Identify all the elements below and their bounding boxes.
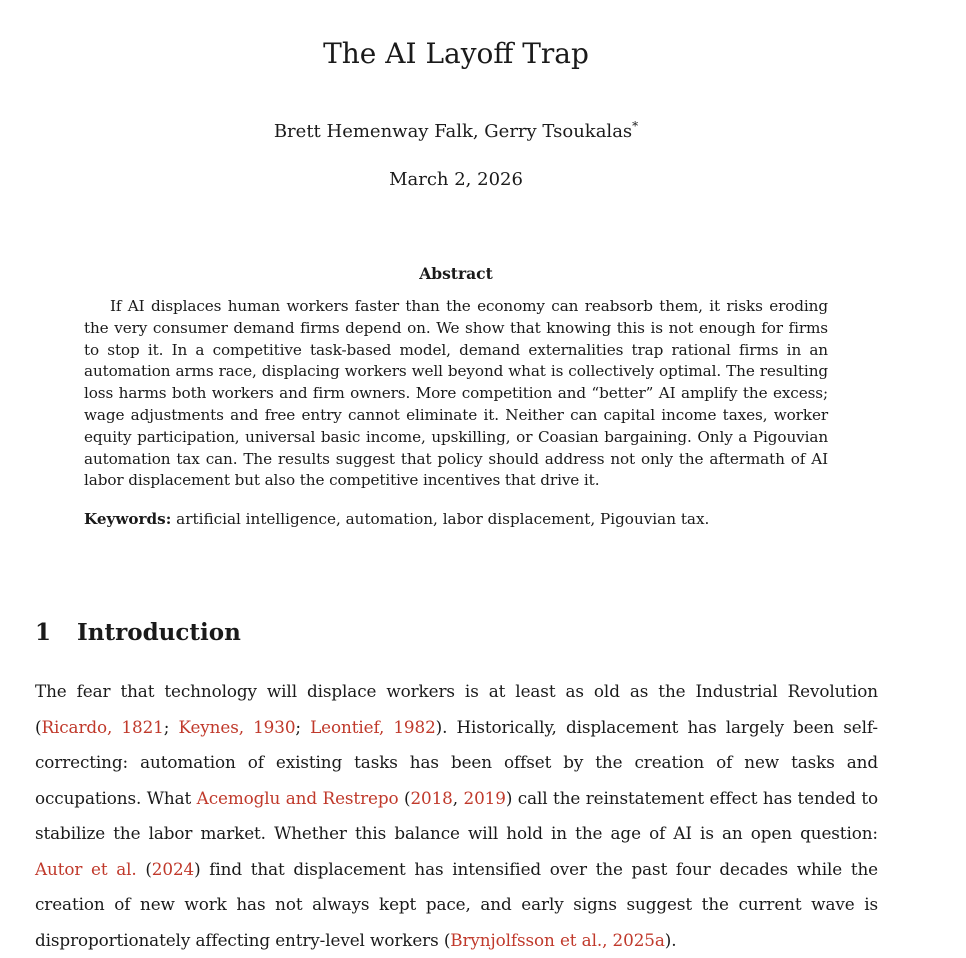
intro-text: ). [664, 929, 677, 950]
keywords-line [84, 508, 828, 530]
intro-text: ) call the reinstatement effect has tended to stabilize the labor market. Whether this balance will hold in the age of AI is an open question: [35, 787, 878, 843]
section-heading [35, 618, 835, 648]
abstract-body: If AI displaces human workers faster than the economy can reabsorb them, it risks eroding the very consumer demand firms depend on. We show that knowing this is not enough for firms to stop it. In a competitive task-based model, demand externalities trap rational firms in an automation arms race, displacing workers well beyond what is collectively optimal. The resulting loss harms both workers and firm owners. More competition and “better” AI amplify the excess; wage adjustments and free entry cannot eliminate it. Neither can capital income taxes, worker equity participation, universal basic income, upskilling, or Coasian bargaining. Only a Pigouvian automation tax can. The results suggest that policy should address not only the aftermath of AI labor displacement but also the competitive incentives that drive it. [84, 297, 828, 490]
keywords-label: Keywords: [84, 510, 172, 528]
citation-link[interactable]: 2024 [151, 858, 195, 879]
paper-authors [0, 114, 912, 144]
citation-link[interactable]: Keynes, 1930 [178, 716, 296, 737]
intro-text: ) find that displacement has intensified over the past four decades while the creation of new work has not always kept pace, and early signs suggest the current wave is disproportionately affecting entry-level workers ( [35, 858, 879, 950]
intro-text: ; [295, 716, 311, 737]
intro-text: The fear that technology will displace workers is at least as old as the Industrial Revolution ( [35, 681, 878, 737]
author-footnote-marker[interactable]: * [632, 119, 639, 133]
citation-link[interactable]: Ricardo, 1821 [41, 716, 164, 737]
section-title: Introduction [77, 619, 241, 646]
intro-text: , [452, 787, 464, 808]
citation-link[interactable]: Acemoglu and Restrepo [196, 787, 399, 808]
abstract-heading: Abstract [419, 264, 493, 283]
intro-text: ( [398, 787, 411, 808]
intro-paragraph [35, 674, 878, 958]
paper-date: March 2, 2026 [389, 169, 523, 190]
intro-text: ). Historically, displacement has largely been self-correcting: automation of existing tasks has been offset by the creation of new tasks and occupations. What [35, 716, 878, 808]
citation-link[interactable]: Brynjolfsson et al., 2025a [450, 929, 665, 950]
citation-link[interactable]: Leontief, 1982 [310, 716, 436, 737]
citation-link[interactable]: Autor et al. [35, 858, 137, 879]
section-number: 1 [35, 619, 52, 646]
intro-text: ( [136, 858, 152, 879]
citation-link[interactable]: 2018 [410, 787, 453, 808]
author-names: Brett Hemenway Falk, Gerry Tsoukalas [273, 121, 633, 142]
citation-link[interactable]: 2019 [463, 787, 506, 808]
intro-text: ; [163, 716, 179, 737]
paper-title: The AI Layoff Trap [323, 37, 589, 70]
keywords-text: artificial intelligence, automation, labor displacement, Pigouvian tax. [176, 510, 710, 528]
